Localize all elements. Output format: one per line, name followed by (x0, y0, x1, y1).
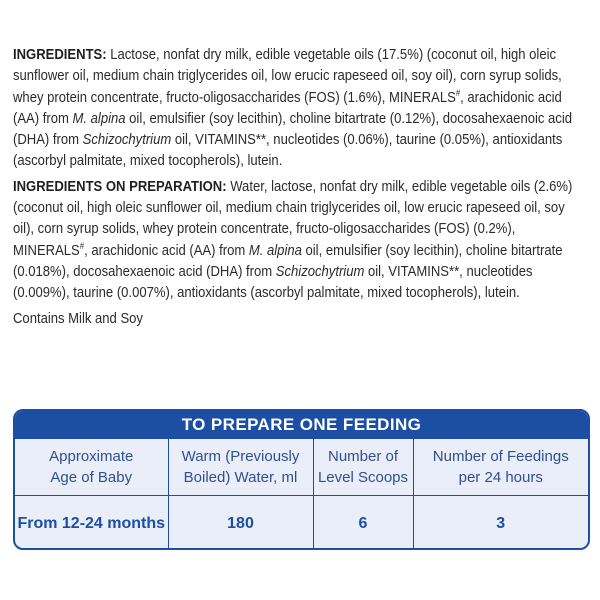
preparation-text: , arachidonic acid (AA) from (84, 241, 249, 259)
column-header-line: Approximate (49, 448, 134, 465)
footnote-mark: # (79, 240, 85, 251)
species-name: M. alpina (248, 241, 302, 259)
preparation-text: oil, emulsifier (soy lecithin), choline bitartrate (0.018%), docosahexaenoic acid (DHA) from (13, 241, 563, 280)
ingredients-section (13, 44, 587, 333)
preparation-paragraph (13, 176, 587, 304)
column-header-line: per 24 hours (458, 469, 543, 486)
column-header-line: Number of (327, 448, 399, 465)
table-row (15, 496, 588, 551)
species-name: Schizochytrium (82, 131, 172, 149)
ingredients-text: oil, emulsifier (soy lecithin), choline bitartrate (0.12%), docosahexaenoic acid (DHA) from (13, 109, 572, 149)
column-header-feedings (413, 439, 588, 496)
feeding-header-row (15, 439, 588, 496)
feeding-table (13, 409, 590, 550)
species-name: Schizochytrium (275, 262, 365, 280)
ingredients-text: oil, VITAMINS**, nucleotides (0.06%), taurine (0.05%), antioxidants (ascorbyl palmitate, mixed tocopherols), lutein. (13, 131, 563, 170)
ingredients-text: , arachidonic acid (AA) from (13, 88, 562, 127)
column-header-age (15, 439, 168, 496)
preparation-text: Water, lactose, nonfat dry milk, edible vegetable oils (2.6%) (coconut oil, high oleic sunflower oil, medium chain triglycerides oil, low erucic rapeseed oil, soy oil), corn syrup solids, whey protein concentrate, fructo-oligosaccharides (FOS) (0.2%), MINERALS (13, 177, 573, 259)
water-cell: 180 (168, 496, 313, 551)
column-header-scoops (313, 439, 413, 496)
scoops-cell: 6 (313, 496, 413, 551)
age-cell: From 12-24 months (15, 496, 168, 551)
column-header-line: Level Scoops (317, 469, 409, 486)
ingredients-text: Lactose, nonfat dry milk, edible vegetable oils (17.5%) (coconut oil, high oleic sunflower oil, medium chain triglycerides oil, low erucic rapeseed oil, soy oil), corn syrup solids, whey protein concentrate, fructo-oligosaccharides (FOS) (1.6%), MINERALS (13, 46, 562, 106)
ingredients-paragraph (13, 44, 587, 172)
ingredients-label: INGREDIENTS: (13, 46, 107, 63)
footnote-mark: # (455, 87, 461, 98)
feedings-cell: 3 (496, 514, 506, 532)
column-header-water (168, 439, 313, 496)
column-header-line: Boiled) Water, ml (183, 469, 298, 486)
column-header-line: Warm (Previously (181, 448, 300, 465)
preparation-text: oil, VITAMINS**, nucleotides (0.009%), taurine (0.007%), antioxidants (ascorbyl palmitate, mixed tocopherols), lutein. (13, 262, 533, 302)
species-name: M. alpina (72, 109, 126, 127)
feeding-table-title: TO PREPARE ONE FEEDING (15, 411, 588, 439)
column-header-line: Age of Baby (50, 469, 133, 486)
preparation-label: INGREDIENTS ON PREPARATION: (13, 177, 227, 195)
column-header-line: Number of Feedings (432, 448, 569, 465)
feeding-grid (15, 439, 588, 550)
allergen-statement: Contains Milk and Soy (13, 309, 143, 327)
